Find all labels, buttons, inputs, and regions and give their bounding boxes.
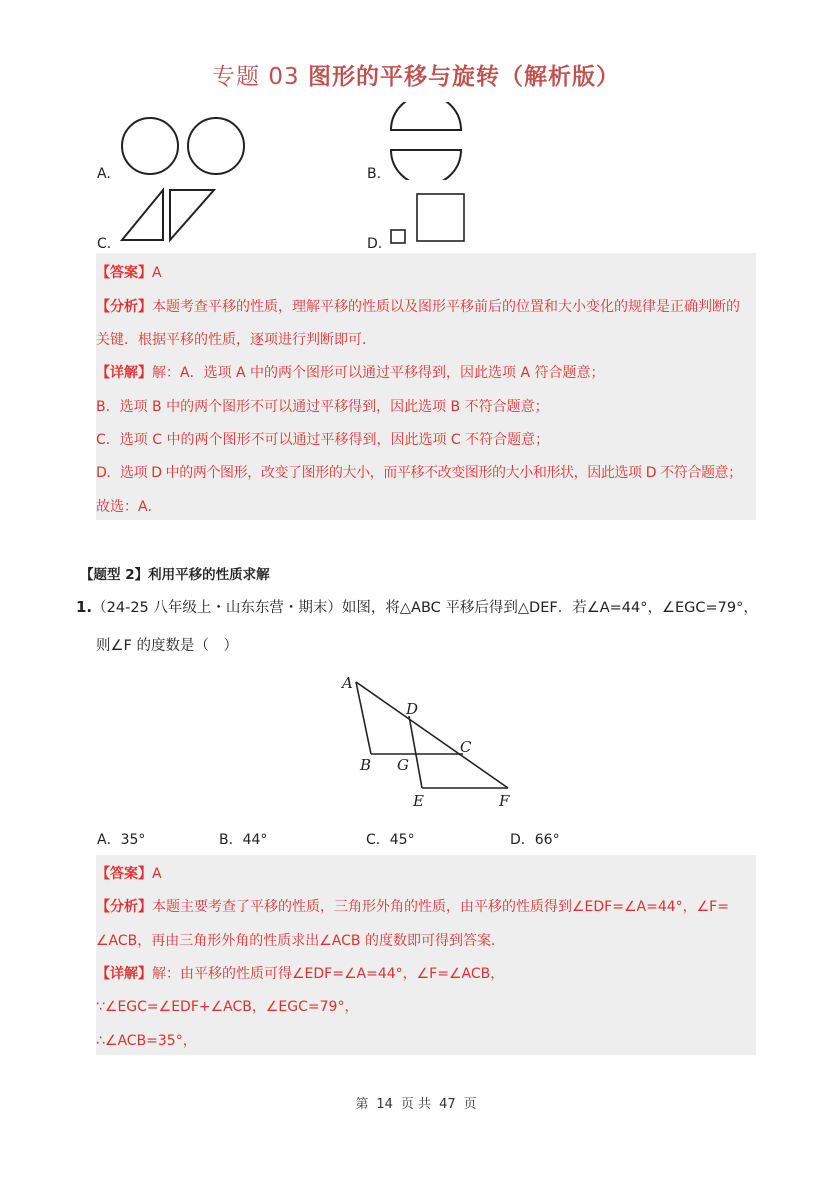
analysis-text: 本题主要考查了平移的性质，三角形外角的性质，由平移的性质得到∠EDF=∠A=44°，∠F= <box>152 899 729 915</box>
q2-answer-line <box>96 863 162 883</box>
two-triangles-icon <box>118 186 218 246</box>
option-d-label: D. <box>367 236 383 252</box>
vertex-label-f: F <box>499 792 510 810</box>
total-pages: 47 <box>439 1097 456 1112</box>
choice-a: A．35° <box>97 832 146 848</box>
detail-tag: 【详解】 <box>96 365 152 381</box>
page-number: 14 <box>376 1097 393 1112</box>
q2-detail-line-1 <box>96 963 504 983</box>
option-a-label: A. <box>97 166 111 182</box>
detail-tag: 【详解】 <box>96 966 152 982</box>
page-footer <box>0 1093 832 1112</box>
solution-box-q2 <box>96 855 756 1055</box>
vertex-label-a: A <box>342 674 353 692</box>
vertex-label-e: E <box>413 792 424 810</box>
q1-detail-line-3: C．选项 C 中的两个图形不可以通过平移得到，因此选项 C 不符合题意； <box>96 432 550 448</box>
answer-tag: 【答案】 <box>96 265 152 281</box>
q1-detail-line-2: B．选项 B 中的两个图形不可以通过平移得到，因此选项 B 不符合题意； <box>96 399 549 415</box>
translation-figure <box>336 670 526 812</box>
two-squares-icon <box>388 190 468 246</box>
q1-answer-line <box>96 262 162 282</box>
title-prefix: 专题 03 <box>212 64 300 90</box>
option-b-label: B. <box>367 166 382 182</box>
analysis-text: 本题考查平移的性质，理解平移的性质以及图形平移前后的位置和大小变化的规律是正确判断的 <box>152 299 740 315</box>
q2-detail-line-2: ∵∠EGC=∠EDF+∠ACB，∠EGC=79°， <box>96 999 359 1015</box>
footer-mid: 页 共 <box>400 1097 432 1112</box>
vertex-label-d: D <box>406 700 419 718</box>
analysis-tag: 【分析】 <box>96 899 152 915</box>
q1-analysis-line-2: 关键．根据平移的性质，逐项进行判断即可． <box>96 332 376 348</box>
q2-analysis-line-2: ∠ACB，再由三角形外角的性质求出∠ACB 的度数即可得到答案． <box>96 933 505 949</box>
question-number: 1. <box>76 598 93 616</box>
q2-analysis-line-1 <box>96 896 729 916</box>
section-heading: 【题型 2】利用平移的性质求解 <box>80 567 270 583</box>
q1-detail-line-1 <box>96 362 605 382</box>
choice-b: B．44° <box>219 832 268 848</box>
question-text: （24-25 八年级上・山东东营・期末）如图，将△ABC 平移后得到△DEF．若∠A=44°，∠EGC=79°， <box>92 600 758 616</box>
q1-analysis-line-1 <box>96 296 740 316</box>
title-main: 图形的平移与旋转（解析版） <box>307 64 620 90</box>
split-circle-icon <box>386 102 466 180</box>
segment-ab <box>356 682 371 754</box>
vertex-label-g: G <box>397 756 409 774</box>
option-c-label: C. <box>97 236 112 252</box>
answer-value: A <box>152 866 162 882</box>
two-circles-icon <box>118 116 250 178</box>
answer-tag: 【答案】 <box>96 866 152 882</box>
footer-post: 页 <box>463 1097 477 1112</box>
vertex-label-b: B <box>360 756 372 774</box>
analysis-tag: 【分析】 <box>96 299 152 315</box>
q1-detail-line-5: 故选：A． <box>96 499 162 515</box>
question-2-line-2: 则∠F 的度数是（ ） <box>96 638 238 654</box>
segment-af <box>356 682 508 788</box>
footer-pre: 第 <box>355 1097 369 1112</box>
q2-detail-line-3: ∴∠ACB=35°， <box>96 1033 197 1049</box>
page-title <box>0 58 832 91</box>
question-2-line-1 <box>76 596 758 617</box>
choice-c: C．45° <box>366 832 415 848</box>
answer-value: A <box>152 265 162 281</box>
q1-detail-line-4: D．选项 D 中的两个图形，改变了图形的大小，而平移不改变图形的大小和形状，因此选项 D 不符合题意； <box>96 465 742 481</box>
detail-text: 解：由平移的性质可得∠EDF=∠A=44°，∠F=∠ACB， <box>152 966 505 982</box>
detail-text: 解：A．选项 A 中的两个图形可以通过平移得到，因此选项 A 符合题意； <box>152 365 605 381</box>
vertex-label-c: C <box>460 738 472 756</box>
choice-d: D．66° <box>510 832 560 848</box>
